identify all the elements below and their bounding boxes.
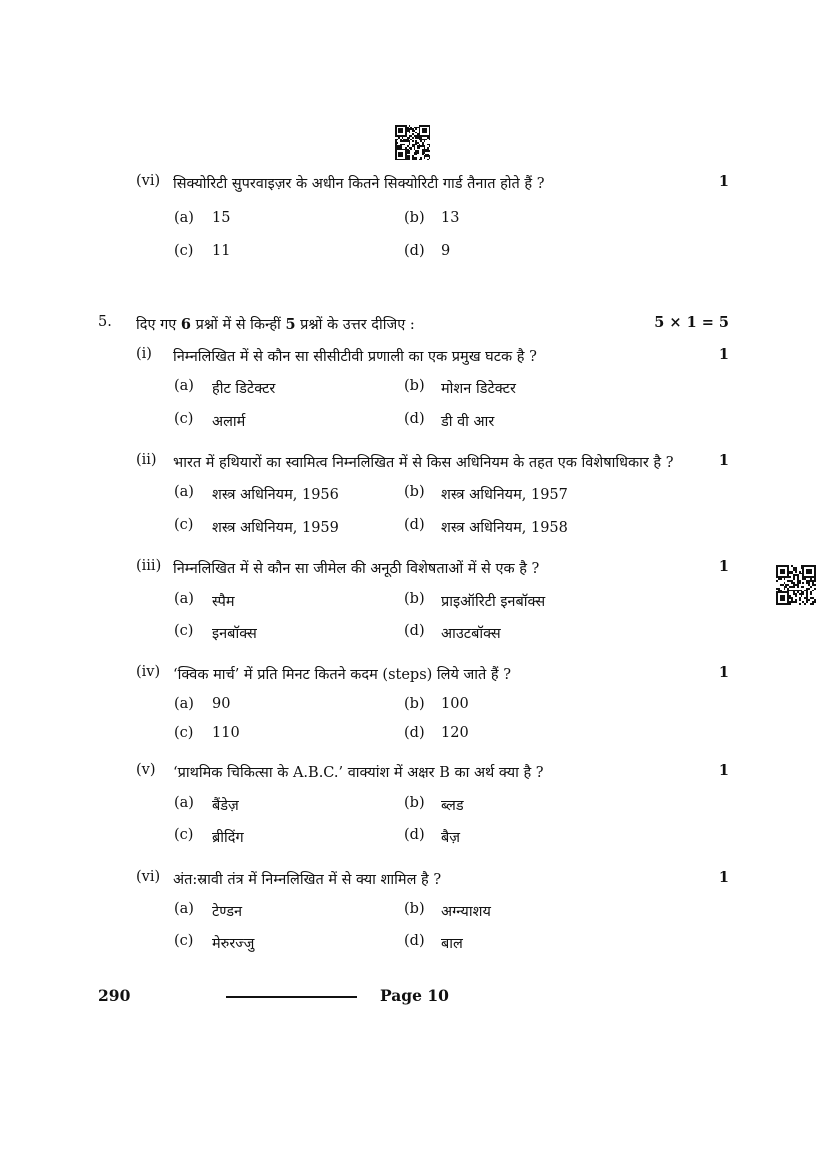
option-value: ब्रीदिंग — [212, 830, 244, 846]
option-value: 11 — [212, 243, 231, 259]
question-text: ‘क्विक मार्च’ में प्रति मिनट कितने कदम (steps) लिये जाते हैं ? — [173, 667, 511, 683]
option-label: (d) — [404, 827, 425, 843]
option-label: (a) — [174, 696, 194, 712]
question-number: (vi) — [136, 173, 161, 189]
option-label: (a) — [174, 591, 194, 607]
footer-divider — [226, 996, 357, 998]
option-label: (b) — [404, 378, 425, 394]
option-label: (d) — [404, 243, 425, 259]
option-label: (d) — [404, 933, 425, 949]
option-label: (c) — [174, 517, 194, 533]
option-value: बाल — [441, 936, 463, 952]
paper-code: 290 — [98, 986, 131, 1005]
option-value: हीट डिटेक्टर — [212, 381, 276, 397]
option-label: (b) — [404, 696, 425, 712]
option-value: बैज़ — [441, 830, 461, 846]
option-label: (b) — [404, 591, 425, 607]
option-value: अग्न्याशय — [441, 904, 491, 920]
option-value: टेण्डन — [212, 904, 243, 920]
option-value: 100 — [441, 696, 469, 712]
question-text: ‘प्राथमिक चिकित्सा के A.B.C.’ वाक्यांश में अक्षर B का अर्थ क्या है ? — [173, 765, 544, 781]
question-number: (v) — [136, 762, 156, 778]
option-value: 90 — [212, 696, 231, 712]
option-label: (b) — [404, 484, 425, 500]
question-marks: 1 — [718, 346, 729, 363]
qr-code-side — [776, 565, 816, 605]
option-value: 15 — [212, 210, 231, 226]
question-marks: 1 — [718, 869, 729, 886]
option-value: 110 — [212, 725, 240, 741]
question-instruction — [136, 314, 415, 334]
question-text: भारत में हथियारों का स्वामित्व निम्नलिखित में से किस अधिनियम के तहत एक विशेषाधिकार है ? — [173, 455, 674, 471]
option-value: अलार्म — [212, 414, 246, 430]
option-label: (c) — [174, 243, 194, 259]
option-label: (a) — [174, 484, 194, 500]
instruction-text: प्रश्नों में से किन्हीं — [190, 317, 286, 333]
question-text: निम्नलिखित में से कौन सा सीसीटीवी प्रणाली का एक प्रमुख घटक है ? — [173, 349, 537, 365]
option-label: (a) — [174, 901, 194, 917]
option-value: स्पैम — [212, 594, 235, 610]
option-label: (a) — [174, 378, 194, 394]
option-value: शस्त्र अधिनियम, 1956 — [212, 487, 339, 503]
option-label: (a) — [174, 210, 194, 226]
option-value: आउटबॉक्स — [441, 626, 501, 642]
option-label: (b) — [404, 210, 425, 226]
question-number: (ii) — [136, 452, 157, 468]
option-value: ब्लड — [441, 798, 464, 814]
page-number: Page 10 — [380, 986, 449, 1005]
option-value: शस्त्र अधिनियम, 1959 — [212, 520, 339, 536]
option-label: (c) — [174, 827, 194, 843]
question-number: (i) — [136, 346, 152, 362]
option-label: (c) — [174, 725, 194, 741]
instruction-number: 6 — [180, 316, 191, 333]
question-marks: 1 — [718, 173, 729, 190]
question-number: (iii) — [136, 558, 162, 574]
option-value: 9 — [441, 243, 451, 259]
question-number: (iv) — [136, 664, 161, 680]
question-text: सिक्योरिटी सुपरवाइज़र के अधीन कितने सिक्योरिटी गार्ड तैनात होते हैं ? — [173, 176, 545, 192]
question-text: निम्नलिखित में से कौन सा जीमेल की अनूठी विशेषताओं में से एक है ? — [173, 561, 540, 577]
option-value: शस्त्र अधिनियम, 1957 — [441, 487, 568, 503]
qr-code-top — [395, 125, 430, 160]
option-label: (b) — [404, 795, 425, 811]
question-marks: 1 — [718, 762, 729, 779]
option-label: (b) — [404, 901, 425, 917]
option-value: डी वी आर — [441, 414, 495, 430]
option-value: इनबॉक्स — [212, 626, 257, 642]
option-value: प्राइऑरिटी इनबॉक्स — [441, 594, 546, 610]
option-label: (c) — [174, 623, 194, 639]
question-number: 5. — [98, 314, 112, 330]
option-label: (c) — [174, 411, 194, 427]
option-label: (d) — [404, 623, 425, 639]
option-label: (c) — [174, 933, 194, 949]
option-label: (d) — [404, 517, 425, 533]
option-value: मोशन डिटेक्टर — [441, 381, 516, 397]
question-marks: 1 — [718, 664, 729, 681]
section-marks: 5 × 1 = 5 — [654, 314, 729, 331]
option-value: बैंडेज़ — [212, 798, 239, 814]
instruction-text: प्रश्नों के उत्तर दीजिए : — [295, 317, 415, 333]
option-value: मेरुरज्जु — [212, 936, 255, 952]
option-value: 120 — [441, 725, 469, 741]
question-marks: 1 — [718, 558, 729, 575]
option-value: शस्त्र अधिनियम, 1958 — [441, 520, 568, 536]
option-value: 13 — [441, 210, 460, 226]
option-label: (d) — [404, 411, 425, 427]
question-number: (vi) — [136, 869, 161, 885]
instruction-number: 5 — [285, 316, 296, 333]
question-marks: 1 — [718, 452, 729, 469]
option-label: (d) — [404, 725, 425, 741]
option-label: (a) — [174, 795, 194, 811]
question-text: अंत:स्रावी तंत्र में निम्नलिखित में से क्या शामिल है ? — [173, 872, 442, 888]
instruction-text: दिए गए — [136, 317, 181, 333]
